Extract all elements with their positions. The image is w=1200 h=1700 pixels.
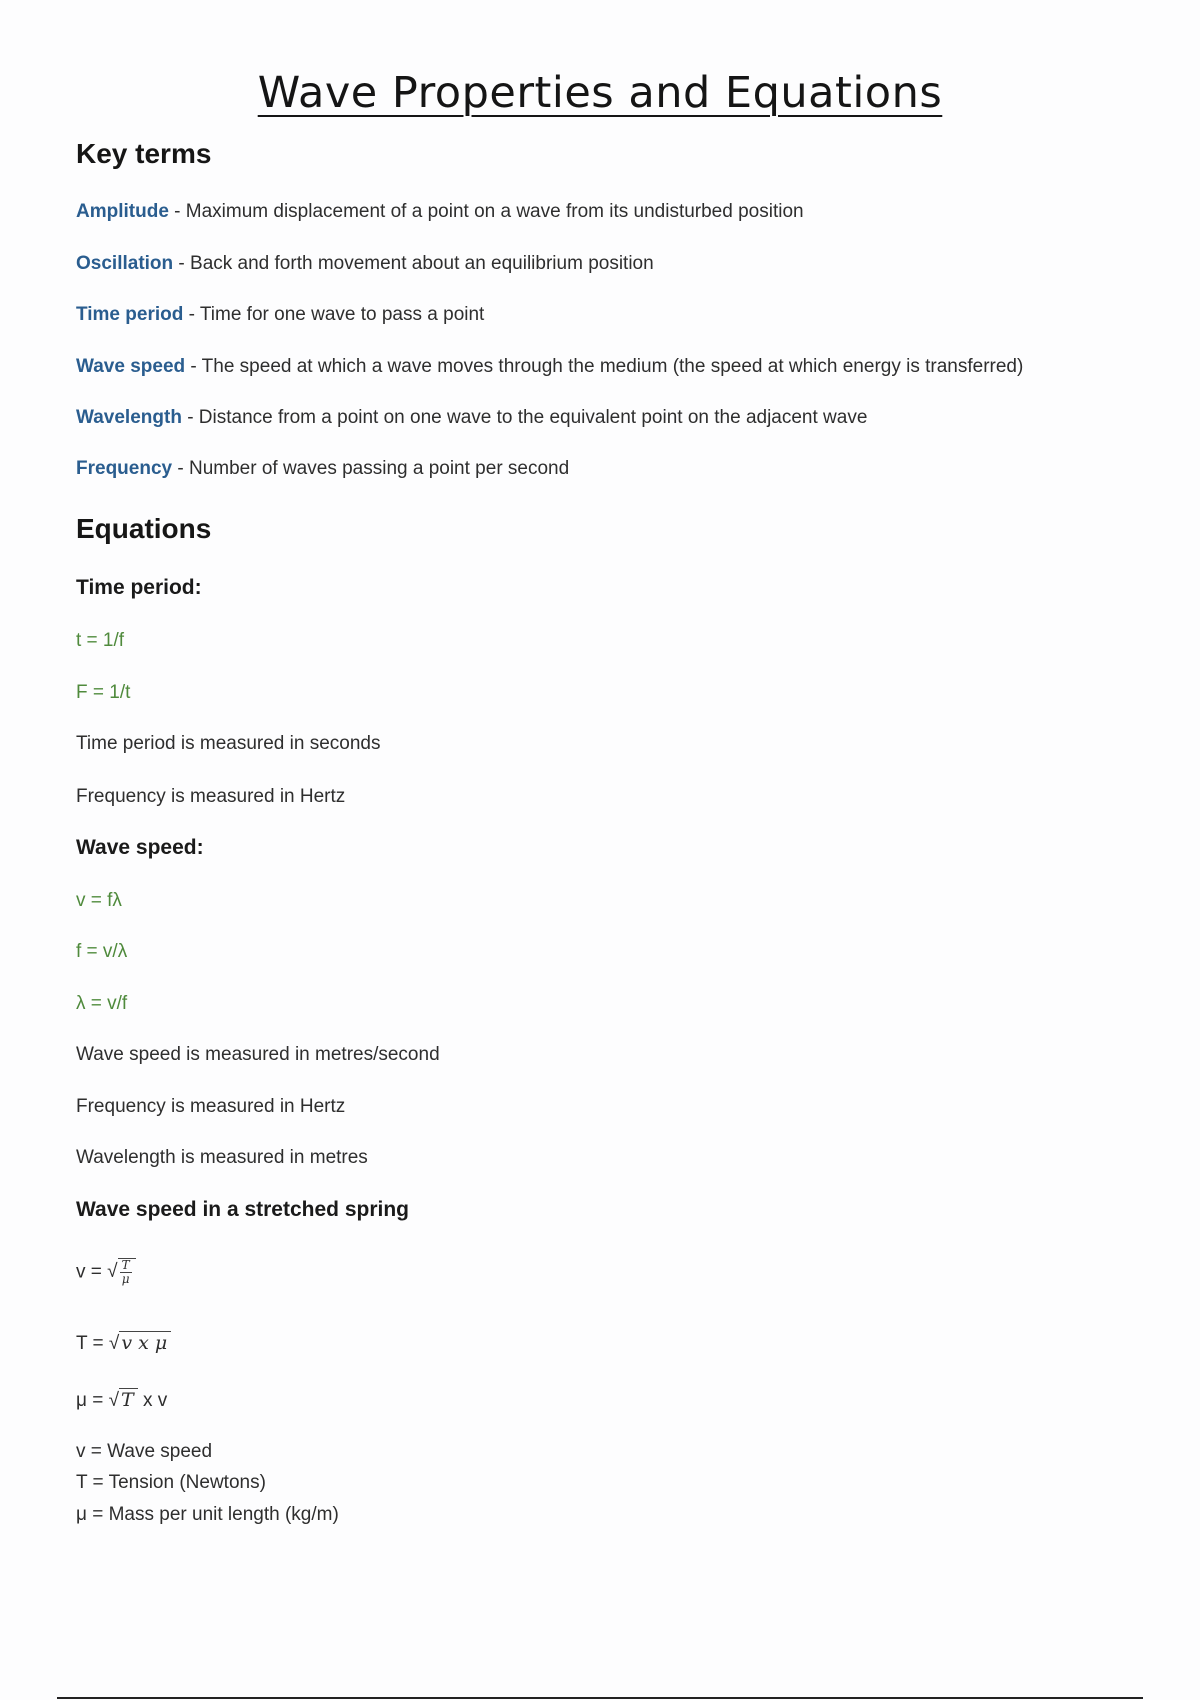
radicand: T [119,1388,138,1411]
note-frequency-units-2: Frequency is measured in Hertz [76,1096,346,1117]
note-wave-speed-units: Wave speed is measured in metres/second [76,1044,440,1065]
formula-lhs: T = [76,1333,109,1354]
formula-lhs: v = [76,1261,108,1283]
wave-speed-heading: Wave speed: [76,836,204,859]
formula-spring-mu [76,1388,167,1412]
term-frequency [76,458,569,480]
term-amplitude [76,201,804,223]
term-name: Wavelength [76,407,182,428]
formula-rhs: x v [137,1390,168,1411]
term-definition: - Back and forth movement about an equilibrium position [173,253,654,274]
term-definition: - Number of waves passing a point per second [172,458,570,479]
formula-t: t = 1/f [76,630,125,651]
formula-lambda: λ = v/f [76,993,128,1014]
equations-heading: Equations [76,513,212,544]
term-time-period [76,304,484,326]
term-definition: - The speed at which a wave moves through the medium (the speed at which energy is transferred) [185,356,1024,377]
radicand: v x μ [119,1331,171,1354]
fraction-numerator: T [121,1258,130,1272]
page-title: Wave Properties and Equations [257,68,943,118]
fraction [120,1259,132,1286]
formula-spring-t [76,1331,171,1355]
term-name: Amplitude [76,201,169,222]
term-name: Time period [76,304,184,325]
time-period-heading: Time period: [76,576,202,599]
term-wavelength [76,407,867,429]
fraction-denominator: μ [121,1272,130,1286]
square-root-icon: √ [108,1389,120,1411]
square-root-icon: √ [107,1261,118,1283]
formula-spring-v [76,1258,136,1286]
formula-f-from-v: f = v/λ [76,941,128,962]
legend-t: T = Tension (Newtons) [76,1472,266,1493]
note-time-period-units: Time period is measured in seconds [76,733,381,754]
key-terms-heading: Key terms [76,138,212,169]
legend-v: v = Wave speed [76,1441,213,1462]
radicand [118,1258,136,1286]
formula-lhs: μ = [76,1390,109,1411]
formula-f: F = 1/t [76,682,131,703]
term-definition: - Time for one wave to pass a point [183,304,485,325]
spring-heading: Wave speed in a stretched spring [76,1198,409,1221]
term-definition: - Maximum displacement of a point on a wave from its undisturbed position [168,201,804,222]
term-name: Oscillation [76,253,174,274]
term-definition: - Distance from a point on one wave to the equivalent point on the adjacent wave [181,407,868,428]
footer-divider [57,1697,1143,1699]
formula-v: v = fλ [76,890,122,911]
square-root-icon: √ [108,1332,120,1354]
term-name: Wave speed [76,356,186,377]
legend-mu: μ = Mass per unit length (kg/m) [76,1504,339,1525]
term-oscillation [76,253,654,275]
term-name: Frequency [76,458,173,479]
note-wavelength-units: Wavelength is measured in metres [76,1147,368,1168]
note-frequency-units: Frequency is measured in Hertz [76,786,346,807]
term-wave-speed [76,356,1023,378]
